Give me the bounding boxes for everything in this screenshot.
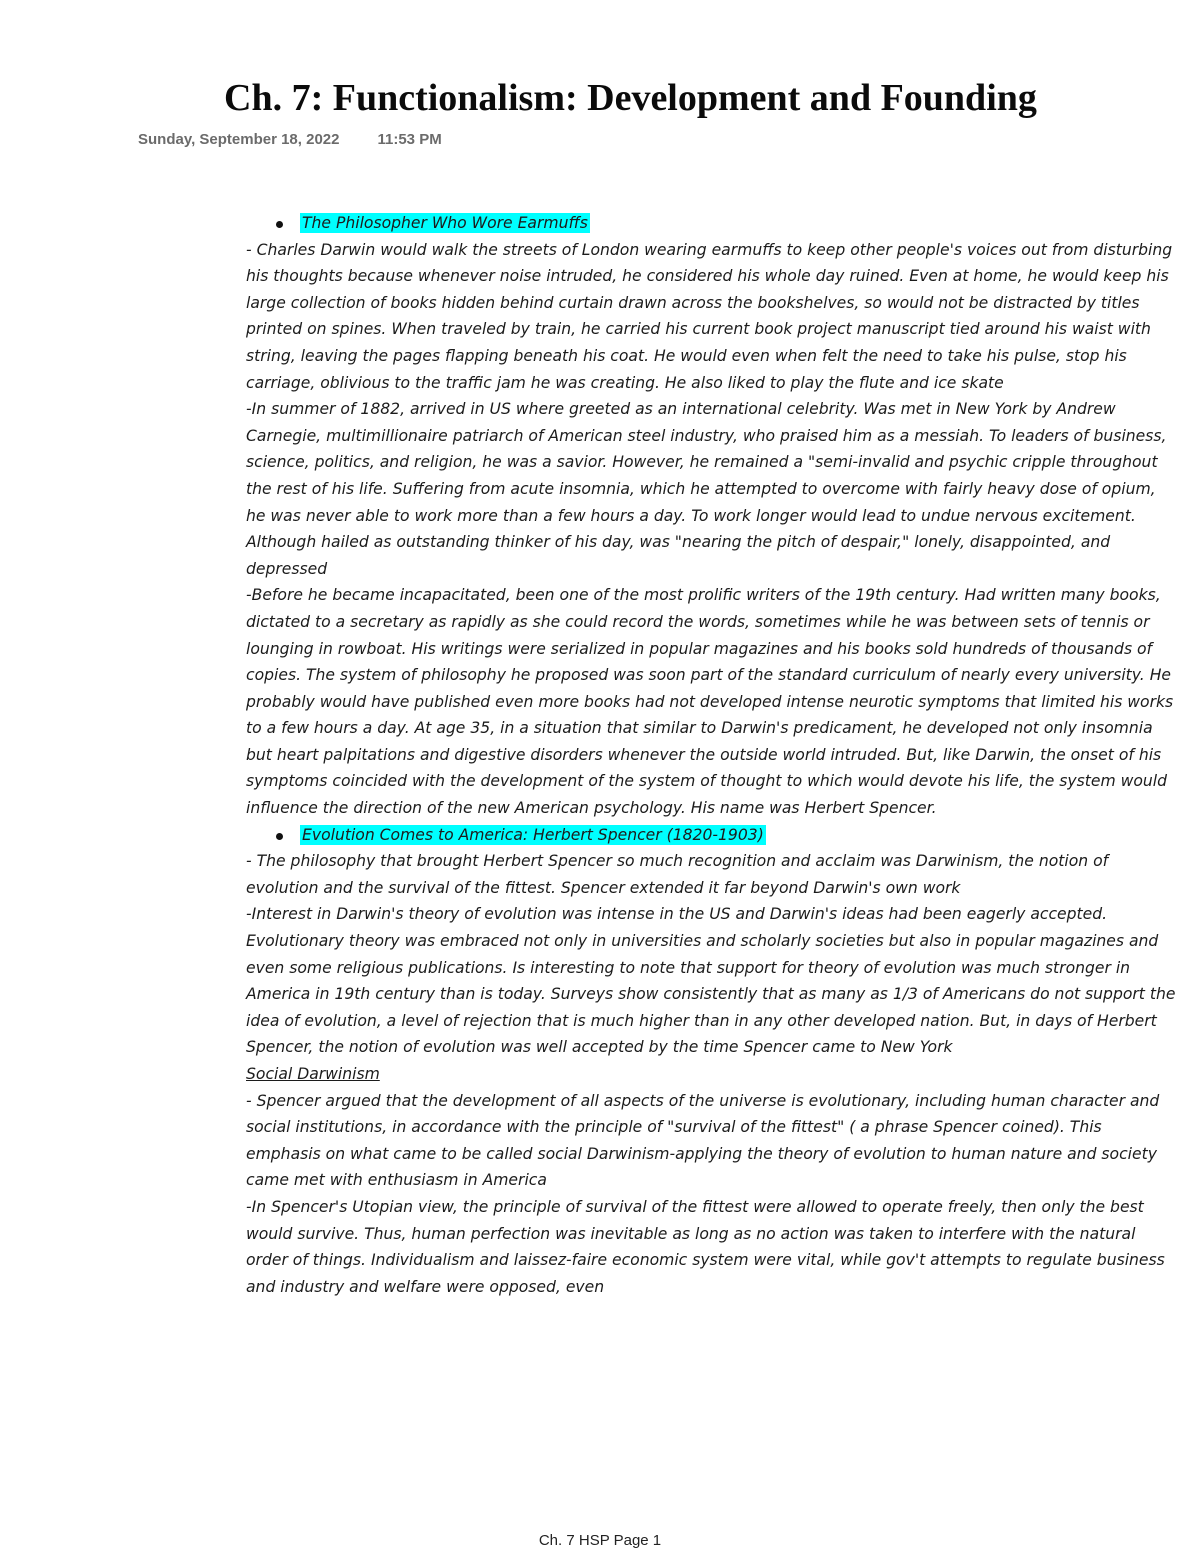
paragraph: -Interest in Darwin's theory of evolution was intense in the US and Darwin's ideas had been eagerly accepted. Evolutionary theory was embraced not only in universities and scholarly societies but also in popular magazines and even some religious publications. Is interesting to note that support for theory of evolution was much stronger in America in 19th century than is today. Surveys show consistently that as many as 1/3 of Americans do not support the idea of evolution, a level of rejection that is much higher than in any other developed nation. But, in days of Herbert Spencer, the notion of evolution was well accepted by the time Spencer came to New York: [246, 905, 1176, 1057]
section-heading-earmuffs: [246, 210, 1176, 237]
paragraph: - Spencer argued that the development of all aspects of the universe is evolutionary, including human character and social institutions, in accordance with the principle of "survival of the fittest" ( a phrase Spencer coined). This emphasis on what came to be called social Darwinism-applying the theory of evolution to human nature and society came met with enthusiasm in America: [246, 1091, 1160, 1190]
page-time: 11:53 PM: [377, 131, 442, 148]
paragraph: - The philosophy that brought Herbert Spencer so much recognition and acclaim was Darwinism, the notion of evolution and the survival of the fittest. Spencer extended it far beyond Darwin's own work: [246, 852, 1109, 897]
page-date: Sunday, September 18, 2022: [138, 131, 340, 148]
paragraph: -In summer of 1882, arrived in US where greeted as an international celebrity. Was met in New York by Andrew Carnegie, multimillionaire patriarch of American steel industry, who praised him as a messiah. To leaders of business, science, politics, and religion, he was a savior. However, he remained a "semi-invalid and psychic cripple throughout the rest of his life. Suffering from acute insomnia, which he attempted to overcome with fairly heavy dose of opium, he was never able to work more than a few hours a day. To work longer would lead to undue nervous excitement. Although hailed as outstanding thinker of his day, was "nearing the pitch of despair," lonely, disappointed, and depressed: [246, 400, 1167, 578]
highlighted-heading: The Philosopher Who Wore Earmuffs: [302, 214, 588, 232]
paragraph: - Charles Darwin would walk the streets of London wearing earmuffs to keep other people's voices out from disturbing his thoughts because whenever noise intruded, he considered his whole day ruined. Even at home, he would keep his large collection of books hidden behind curtain drawn across the bookshelves, so would not be distracted by titles printed on spines. When traveled by train, he carried his current book project manuscript tied around his waist with string, leaving the pages flapping beneath his coat. He would even when felt the need to take his pulse, stop his carriage, oblivious to the traffic jam he was creating. He also liked to play the flute and ice skate: [246, 240, 1173, 392]
page-title: Ch. 7: Functionalism: Development and Founding: [224, 77, 1037, 119]
highlighted-heading: Evolution Comes to America: Herbert Spencer (1820-1903): [302, 825, 764, 844]
section-list: [246, 822, 1176, 849]
page-footer: Ch. 7 HSP Page 1: [538, 1532, 662, 1549]
subheading-social-darwinism: Social Darwinism: [246, 1065, 380, 1083]
note-body: [246, 210, 1176, 1300]
section-list: [246, 210, 1176, 237]
page-timestamp: [138, 130, 442, 150]
paragraph: -Before he became incapacitated, been one of the most prolific writers of the 19th century. Had written many books, dictated to a secretary as rapidly as she could record the words, sometimes while he was between sets of tennis or lounging in rowboat. His writings were serialized in popular magazines and his books sold hundreds of thousands of copies. The system of philosophy he proposed was soon part of the standard curriculum of nearly every university. He probably would have published even more books had not developed intense neurotic symptoms that limited his works to a few hours a day. At age 35, in a situation that similar to Darwin's predicament, he developed not only insomnia but heart palpitations and digestive disorders whenever the outside world intruded. But, like Darwin, the onset of his symptoms coincided with the development of the system of thought to which would devote his life, the system would influence the direction of the new American psychology. His name was Herbert Spencer.: [246, 586, 1174, 818]
paragraph: -In Spencer's Utopian view, the principle of survival of the fittest were allowed to operate freely, then only the best would survive. Thus, human perfection was inevitable as long as no action was taken to interfere with the natural order of things. Individualism and laissez-faire economic system were vital, while gov't attempts to regulate business and industry and welfare were opposed, even: [246, 1197, 1165, 1296]
section-heading-evolution: [246, 822, 1176, 849]
